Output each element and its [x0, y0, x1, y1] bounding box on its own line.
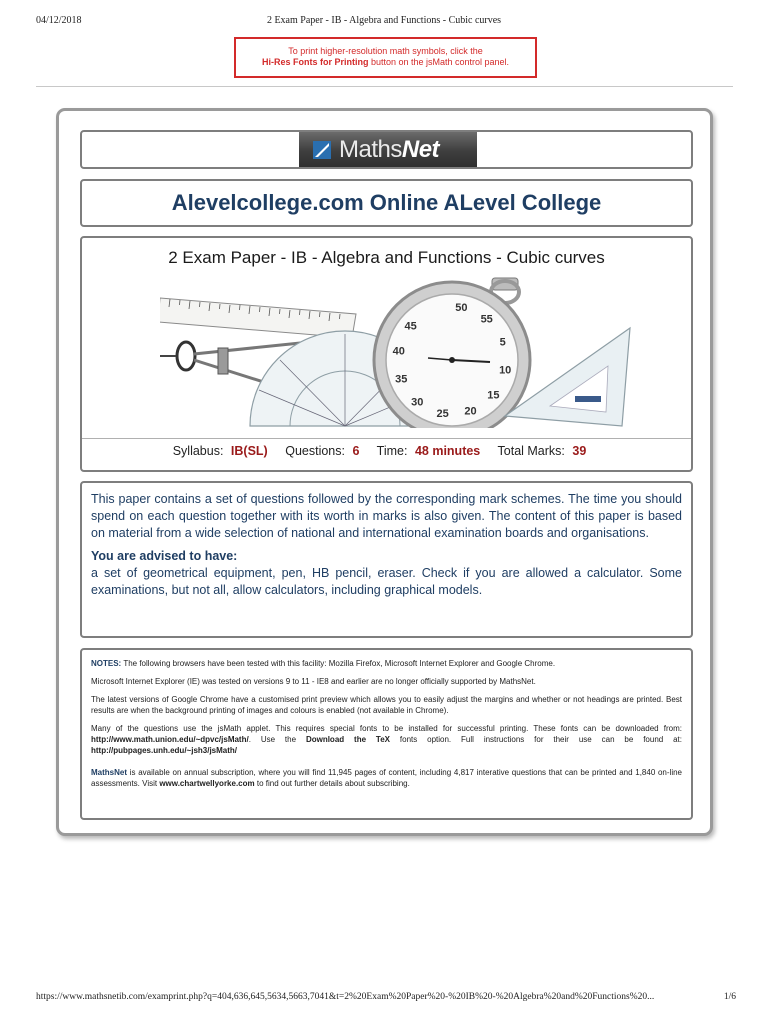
syllabus-value: IB(SL) — [230, 444, 268, 458]
mathsnet-label: MathsNet — [91, 768, 128, 777]
syllabus-label: Syllabus: — [172, 444, 224, 458]
geometry-equipment-illustration — [160, 276, 632, 428]
stopwatch-number: 50 — [455, 301, 468, 314]
paper-divider — [82, 438, 691, 439]
logo-panel — [80, 130, 693, 169]
notes-jsmath-text-a: Many of the questions use the jsMath applet. This requires special fonts to be installed for successful printing. These fonts can be downloaded from: — [91, 724, 682, 733]
paper-summary — [82, 444, 691, 458]
print-date: 04/12/2018 — [36, 15, 82, 26]
download-tex-link[interactable]: Download the TeX — [305, 735, 391, 744]
logo-word-net: Net — [401, 135, 440, 163]
notes-label: NOTES: — [91, 659, 122, 668]
intro-paragraph: This paper contains a set of questions followed by the corresponding mark schemes. The time you should spend on each question together with its worth in marks is also given. The content of this paper is based on material from a wide selection of national and international examination boards and organisations. — [91, 492, 682, 540]
advise-heading: You are advised to have: — [91, 549, 238, 563]
logo-word-maths: Maths — [339, 135, 402, 163]
notes-chrome: The latest versions of Google Chrome have a customised print preview which allows you to easily adjust the margins and whether or not headings are printed. Best results are when the background printing of images and colours is enabled (not available in Chrome). — [91, 695, 682, 715]
notes-jsmath — [91, 723, 682, 756]
advise-text: a set of geometrical equipment, pen, HB pencil, eraser. Check if you are allowed a calculator. Some examinations, but not all, allow calculators, including graphical models. — [91, 566, 682, 597]
stopwatch-number: 15 — [487, 389, 500, 402]
stopwatch-number: 5 — [499, 336, 506, 349]
chartwellyorke-link[interactable]: www.chartwellyorke.com — [159, 779, 255, 788]
intro-panel — [80, 481, 693, 638]
college-panel — [80, 179, 693, 227]
notes-jsmath-text-b: . Use the — [248, 735, 306, 744]
time-label: Time: — [376, 444, 408, 458]
stopwatch-number: 10 — [499, 364, 512, 377]
college-title: Alevelcollege.com Online ALevel College — [171, 190, 602, 215]
stopwatch-number: 55 — [480, 313, 493, 326]
time-value: 48 minutes — [414, 444, 481, 458]
stopwatch-number: 35 — [395, 373, 408, 386]
stopwatch-image — [374, 278, 530, 428]
notes-ie: Microsoft Internet Explorer (IE) was tested on versions 9 to 11 - IE8 and earlier are no longer officially supported by MathsNet. — [91, 677, 536, 686]
notes-subscription-text-a: is available on annual subscription, where you will find 11,945 pages of content, including 4,817 interative questions that can be printed and 1,840 on-line assessments. Visit — [91, 768, 682, 788]
stopwatch-number: 20 — [464, 405, 477, 418]
jsmath-fonts-link[interactable]: http://www.math.union.edu/~dpvc/jsMath/ — [91, 735, 249, 744]
notes-browsers — [91, 658, 682, 669]
exam-cover-sheet — [56, 108, 713, 836]
questions-value: 6 — [352, 444, 360, 458]
notes-subscription — [91, 767, 682, 789]
jsmath-notice — [234, 37, 537, 78]
jsmath-notice-line2-rest: button on the jsMath control panel. — [368, 57, 510, 67]
total-marks-value: 39 — [572, 444, 587, 458]
jsmath-notice-line2 — [236, 57, 535, 68]
stopwatch-number: 40 — [392, 345, 405, 358]
notes-panel — [80, 648, 693, 820]
notes-jsmath-text-c: fonts option. Full instructions for their use can be found at: — [390, 735, 682, 744]
mathsnet-logo — [299, 132, 477, 167]
ruler-image — [160, 298, 356, 338]
page-url[interactable]: https://www.mathsnetib.com/examprint.php?q=404,636,645,5634,5663,7041&t=2%20Exam%20Paper%20-%20IB%20-%20Algebra%20and%20Functions%20... — [36, 992, 655, 1002]
questions-label: Questions: — [285, 444, 345, 458]
mathsnet-wordmark — [339, 136, 439, 164]
paper-title: 2 Exam Paper - IB - Algebra and Functions - Cubic curves — [168, 248, 605, 267]
stopwatch-number: 25 — [436, 408, 449, 421]
mathsnet-logo-icon — [313, 141, 331, 159]
page-number: 1/6 — [723, 992, 736, 1002]
stopwatch-number: 45 — [404, 320, 417, 333]
stopwatch-number: 30 — [411, 396, 424, 409]
header-divider — [36, 86, 733, 87]
print-header — [0, 0, 768, 32]
total-marks-label: Total Marks: — [497, 444, 565, 458]
paper-panel — [80, 236, 693, 472]
jsmath-instructions-link[interactable]: http://pubpages.unh.edu/~jsh3/jsMath/ — [91, 746, 238, 755]
notes-browsers-text: The following browsers have been tested with this facility: Mozilla Firefox, Microsoft Internet Explorer and Google Chrome. — [121, 659, 556, 668]
hi-res-fonts-link[interactable]: Hi-Res Fonts for Printing — [261, 57, 369, 67]
jsmath-notice-line1: To print higher-resolution math symbols, click the — [288, 46, 483, 56]
print-title: 2 Exam Paper - IB - Algebra and Functions - Cubic curves — [266, 15, 502, 26]
notes-subscription-text-b: to find out further details about subscribing. — [254, 779, 410, 788]
